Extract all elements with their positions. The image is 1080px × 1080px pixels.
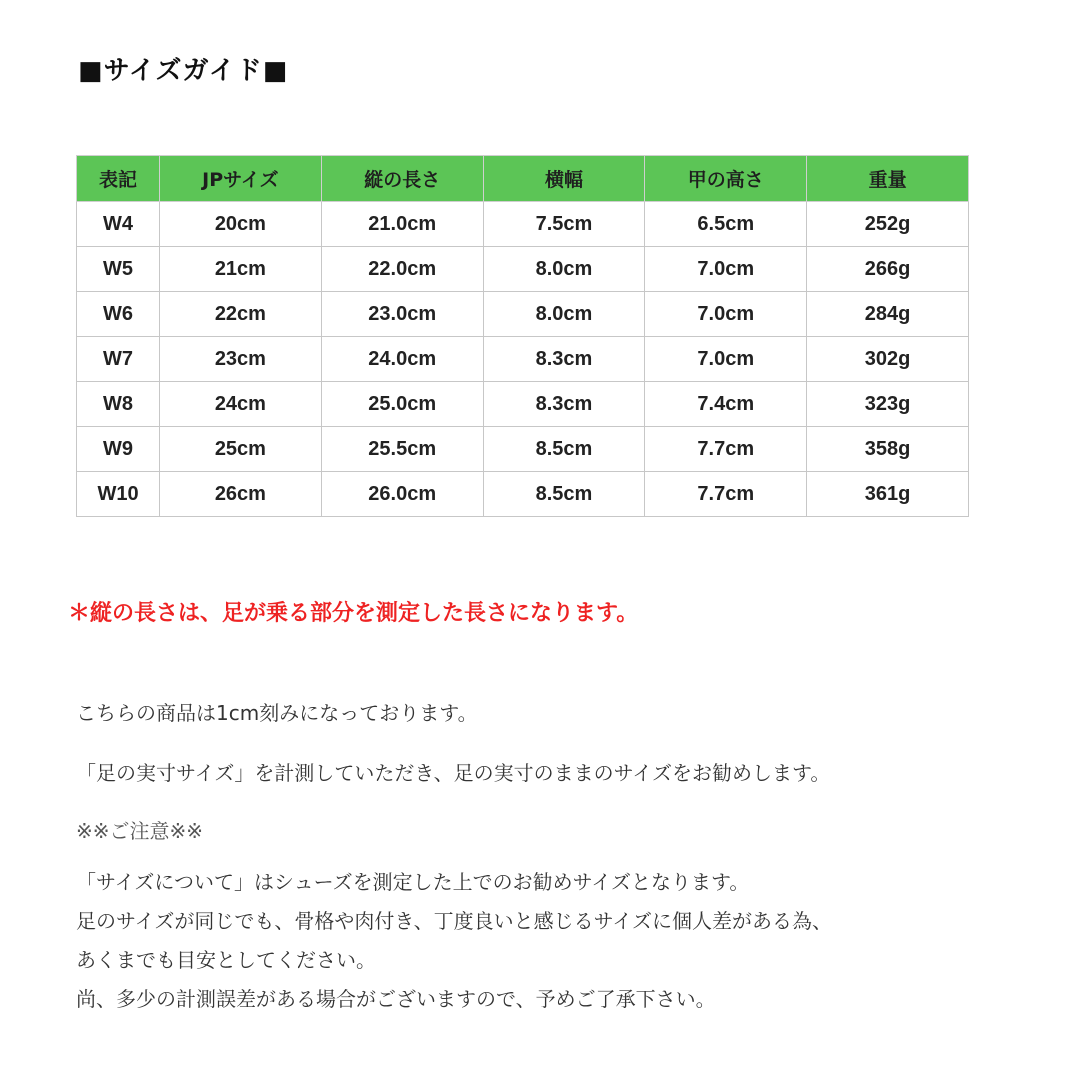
table-row: [77, 427, 969, 472]
table-row: [77, 292, 969, 337]
table-cell: 358g: [807, 427, 969, 472]
table-cell: 252g: [807, 202, 969, 247]
table-row: [77, 382, 969, 427]
table-cell: 8.3cm: [483, 337, 645, 382]
recommendation-note: 「足の実寸サイズ」を計測していただき、足の実寸のままのサイズをお勧めします。: [76, 761, 831, 785]
header-instep-height: 甲の高さ: [645, 156, 807, 202]
table-cell: 302g: [807, 337, 969, 382]
table-cell: 8.3cm: [483, 382, 645, 427]
header-notation: 表記: [77, 156, 160, 202]
header-weight: 重量: [807, 156, 969, 202]
notice-line: 足のサイズが同じでも、骨格や肉付き、丁度良いと感じるサイズに個人差がある為、: [76, 909, 832, 933]
notice-heading: ※※ご注意※※: [76, 819, 204, 843]
table-cell: W7: [77, 337, 160, 382]
table-cell: 20cm: [160, 202, 322, 247]
increment-note: こちらの商品は1cm刻みになっております。: [76, 701, 478, 725]
length-note: ＊縦の長さは、足が乗る部分を測定した長さになります。: [68, 601, 639, 626]
header-width: 横幅: [483, 156, 645, 202]
table-cell: 26.0cm: [321, 472, 483, 517]
table-cell: 25.0cm: [321, 382, 483, 427]
table-cell: 21.0cm: [321, 202, 483, 247]
table-cell: 7.0cm: [645, 292, 807, 337]
table-header-row: [77, 156, 969, 202]
table-cell: 7.5cm: [483, 202, 645, 247]
table-cell: W5: [77, 247, 160, 292]
size-table: [76, 155, 969, 517]
header-length: 縦の長さ: [321, 156, 483, 202]
table-cell: 266g: [807, 247, 969, 292]
table-cell: 8.0cm: [483, 292, 645, 337]
table-cell: 26cm: [160, 472, 322, 517]
table-cell: W9: [77, 427, 160, 472]
table-cell: 23.0cm: [321, 292, 483, 337]
table-cell: 6.5cm: [645, 202, 807, 247]
table-row: [77, 337, 969, 382]
table-cell: 23cm: [160, 337, 322, 382]
table-cell: 7.7cm: [645, 427, 807, 472]
table-cell: 22cm: [160, 292, 322, 337]
table-cell: 8.0cm: [483, 247, 645, 292]
table-cell: 323g: [807, 382, 969, 427]
table-row: [77, 202, 969, 247]
table-cell: 25.5cm: [321, 427, 483, 472]
table-cell: W8: [77, 382, 160, 427]
page-title: ■サイズガイド■: [78, 56, 289, 86]
table-cell: W10: [77, 472, 160, 517]
header-jp-size: JPサイズ: [160, 156, 322, 202]
table-cell: 7.0cm: [645, 247, 807, 292]
table-cell: 24cm: [160, 382, 322, 427]
table-cell: 7.4cm: [645, 382, 807, 427]
table-cell: 25cm: [160, 427, 322, 472]
table-cell: 21cm: [160, 247, 322, 292]
notice-line: 「サイズについて」はシューズを測定した上でのお勧めサイズとなります。: [76, 870, 750, 894]
table-cell: 7.7cm: [645, 472, 807, 517]
table-row: [77, 247, 969, 292]
table-cell: W4: [77, 202, 160, 247]
notice-line: 尚、多少の計測誤差がある場合がございますので、予めご了承下さい。: [76, 987, 716, 1011]
table-cell: 7.0cm: [645, 337, 807, 382]
table-cell: 24.0cm: [321, 337, 483, 382]
table-cell: 8.5cm: [483, 472, 645, 517]
table-cell: W6: [77, 292, 160, 337]
table-cell: 8.5cm: [483, 427, 645, 472]
table-cell: 284g: [807, 292, 969, 337]
table-row: [77, 472, 969, 517]
notice-line: あくまでも目安としてください。: [76, 948, 376, 972]
table-cell: 361g: [807, 472, 969, 517]
table-cell: 22.0cm: [321, 247, 483, 292]
